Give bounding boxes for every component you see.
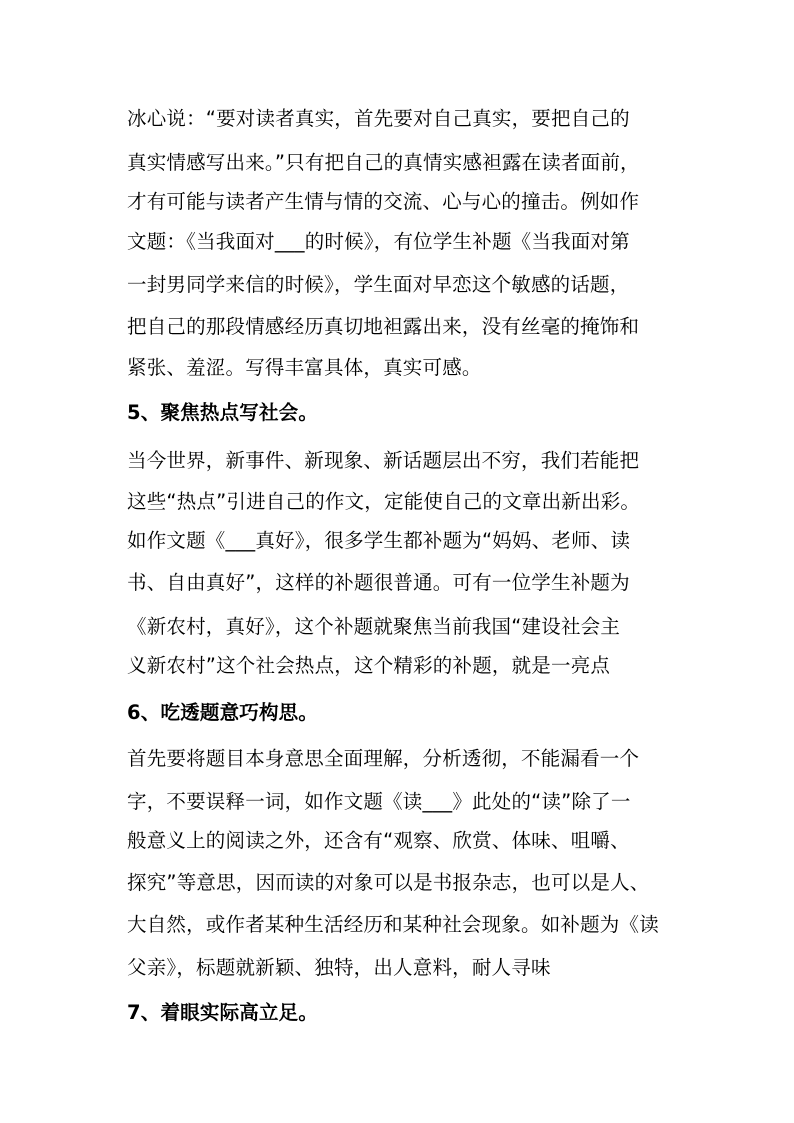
paragraph-line: 父亲》，标题就新颖、独特，出人意料，耐人寻味 [127,956,551,979]
paragraph-line: 字，不要误释一词，如作文题《读___》此处的“读”除了一 [127,790,631,813]
section-heading-5: 5、聚焦热点写社会。 [127,401,319,424]
paragraph-line: 如作文题《___真好》，很多学生都补题为“妈妈、老师、读 [127,529,631,552]
paragraph-line: 真实情感写出来。”只有把自己的真情实感袒露在读者面前， [127,151,640,174]
paragraph-line: 《新农村，真好》，这个补题就聚焦当前我国“建设社会主 [127,615,621,638]
paragraph-line: 义新农村”这个社会热点，这个精彩的补题，就是一亮点 [127,654,611,677]
paragraph-line: 紧张、羞涩。写得丰富具体，真实可感。 [127,356,482,379]
paragraph-line: 当今世界，新事件、新现象、新话题层出不穷，我们若能把 [127,449,640,472]
paragraph-line: 般意义上的阅读之外，还含有“观察、欣赏、体味、咀嚼、 [127,829,630,852]
paragraph-line: 这些“热点”引进自己的作文，定能使自己的文章出新出彩。 [127,490,641,513]
paragraph-line: 书、自由真好”，这样的补题很普通。可有一位学生补题为 [127,571,630,594]
paragraph-line: 一封男同学来信的时候》，学生面对早恋这个敏感的话题， [127,273,630,296]
paragraph-line: 首先要将题目本身意思全面理解，分析透彻，不能漏看一个 [127,747,640,770]
paragraph-line: 冰心说：“要对读者真实，首先要对自己真实，要把自己的 [127,107,630,130]
section-heading-6: 6、吃透题意巧构思。 [127,701,319,724]
paragraph-line: 把自己的那段情感经历真切地袒露出来，没有丝毫的掩饰和 [127,315,640,338]
paragraph-line: 探究”等意思，因而读的对象可以是书报杂志，也可以是人、 [127,871,650,894]
paragraph-line: 大自然，或作者某种生活经历和某种社会现象。如补题为《读 [127,913,659,936]
paragraph-line: 文题：《当我面对___的时候》，有位学生补题《当我面对第 [127,230,630,253]
paragraph-line: 才有可能与读者产生情与情的交流、心与心的撞击。例如作 [127,190,640,213]
section-heading-7: 7、着眼实际高立足。 [127,1001,319,1024]
